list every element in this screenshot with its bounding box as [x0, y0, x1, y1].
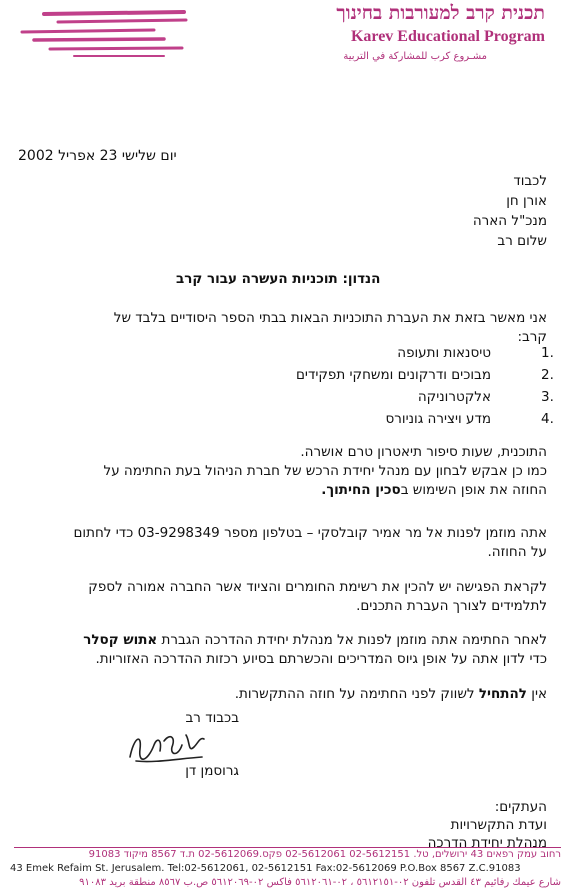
list-item-text: אלקטרוניקה	[417, 389, 491, 405]
para1-line-3-text: החוזה את אופן השימוש ב	[400, 482, 547, 498]
para1-line-3	[321, 481, 547, 499]
list-item	[17, 410, 557, 432]
para2-line-1: אתה מוזמן לפנות אל מר אמיר קובלסקי – בטלפון מספר 03-9298349 כדי לחתום	[73, 525, 547, 541]
para4-line-1-text: לאחר החתימה אתה מוזמן לפנות אל מנהלת יחידת ההדרכה הגברת	[157, 632, 547, 648]
para3-line-2: לתלמידים לצורך העברת התכנים.	[356, 598, 547, 614]
para4-line-1	[83, 631, 547, 649]
para3-line-1: לקראת הפגישה יש להכין את רשימת החומרים והציוד אשר החברה אמורה לספק	[88, 579, 547, 595]
para4-line-2: כדי לדון אתה על אופן גיוס המדריכים והכשרתם בסיוע רכזות ההדרכה האזוריות.	[95, 651, 547, 667]
logo-stripes	[14, 8, 190, 60]
list-item-number: 4.	[541, 411, 554, 427]
letter-date: יום שלישי 23 אפריל 2002	[18, 148, 177, 164]
greeting: שלום רב	[497, 233, 547, 249]
recipient-title: מנכ"ל הארה	[472, 213, 547, 229]
subject-line: הנדון: תוכניות העשרה עבור קרב	[176, 271, 381, 287]
signer-name: גרוסמן דן	[185, 763, 239, 779]
list-item-text: מדע ויצירה גוניורס	[385, 411, 491, 427]
footer-address-arabic: شارع عيمك رفائيم ٤٣ القدس تلفون ٠٢-٥٦١٢١٥١ ، ٠٢-٥٦١٢٠٦١ فاكس ٠٢-٥٦١٢٠٦٩ ص.ب ٨٥٦٧ منطقة بريد ٩١٠٨٣	[79, 877, 561, 888]
list-item-number: 1.	[541, 345, 554, 361]
topics-list	[17, 344, 557, 432]
recipient-salutation: לכבוד	[513, 173, 547, 189]
org-name-arabic: مشـروع كرب للمشاركة في التربية	[343, 51, 487, 62]
copies-line-1: ועדת התקשרויות	[450, 817, 547, 833]
list-item	[17, 344, 557, 366]
para4-emphasis-name: אתוש קסלר	[83, 632, 158, 648]
footer-address-english: 43 Emek Refaim St. Jerusalem. Tel:02-5612061, 02-5612151 Fax:02-5612069 P.O.Box 8567 Z.C.91083	[10, 863, 521, 874]
list-item	[17, 366, 557, 388]
list-item-number: 2.	[541, 367, 554, 383]
para5-emphasis: להתחיל	[478, 686, 527, 702]
list-item-number: 3.	[541, 389, 554, 405]
signature-icon	[124, 727, 208, 767]
org-name-hebrew: תכנית קרב למעורבות בחינוך	[336, 2, 545, 24]
para5-text-c: לשווק לפני החתימה על חוזה ההתקשרות.	[234, 686, 479, 702]
intro-line-1: אני מאשר בזאת את העברת התוכניות הבאות בבתי הספר היסודיים בלבד של	[113, 310, 547, 326]
para1-line-2: כמו כן אבקש לבחון עם מנהל יחידת הרכש של חברת הניהול בעת החתימה על	[103, 463, 547, 479]
para5-text-a: אין	[526, 686, 547, 702]
org-name-english: Karev Educational Program	[350, 28, 545, 45]
list-item-text: טיסנאות ותעופה	[397, 345, 491, 361]
copies-heading: העתקים:	[494, 799, 547, 815]
para1-emphasis: סכין החיתוך.	[321, 482, 401, 498]
para5-line	[235, 685, 547, 703]
list-item-text: מבוכים ודרקונים ומשחקי תפקידים	[295, 367, 491, 383]
intro-line-2: קרב:	[517, 329, 547, 345]
list-item	[17, 388, 557, 410]
para1-line-1: התוכנית, שעות סיפור תיאטרון טרם אושרה.	[300, 444, 547, 460]
footer-address-hebrew: רחוב עמק רפאים 43 ירושלים, טל. 02-5612151 02-5612061 פקס.02-5612069 ת.ד 8567 מיקוד 91083	[88, 849, 561, 860]
closing-regards: בכבוד רב	[185, 710, 239, 726]
recipient-name: אורן חן	[506, 193, 547, 209]
footer-divider	[14, 847, 561, 848]
para2-line-2: על החוזה.	[487, 544, 547, 560]
copies-line-2: מנהלת יחידת הדרכה	[427, 835, 547, 851]
